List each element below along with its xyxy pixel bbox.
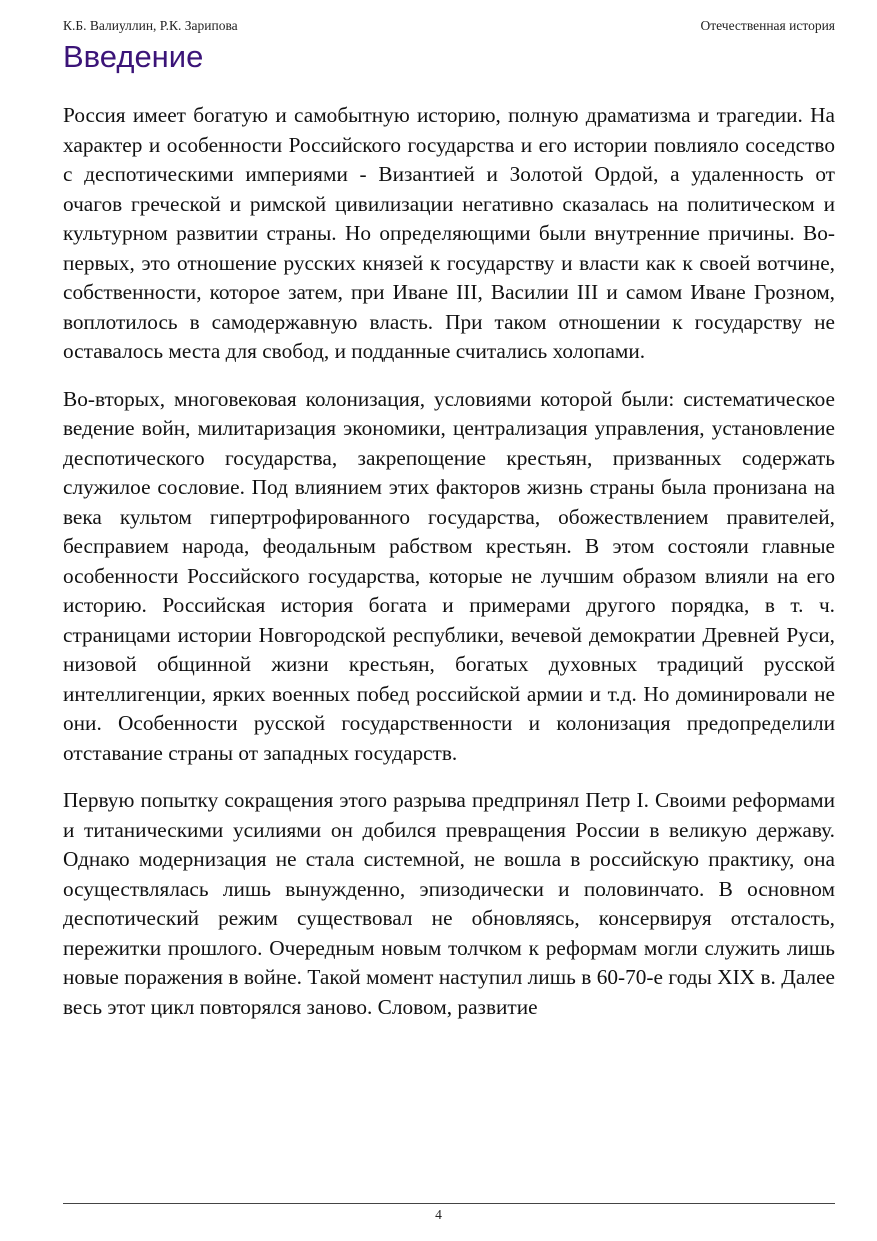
running-header (63, 17, 835, 35)
body-text (63, 101, 835, 1189)
paragraph-1: Россия имеет богатую и самобытную историю, полную драматизма и трагедии. На характер и особенности Российского государства и его истории повлияло соседство с деспотическими империями - Византией и Золотой Ордой, а удаленность от очагов греческой и римской цивилизации негативно сказалась на политическом и культурном развитии страны. Но определяющими были внутренние причины. Во-первых, это отношение русских князей к государству и власти как к своей вотчине, собственности, которое затем, при Иване III, Василии III и самом Иване Грозном, воплотилось в самодержавную власть. При таком отношении к государству не оставалось места для свобод, и подданные считались холопами. (63, 103, 835, 363)
header-course-title: Отечественная история (700, 18, 835, 33)
page-number: 4 (435, 1207, 442, 1222)
paragraph-3: Первую попытку сокращения этого разрыва предпринял Петр I. Своими реформами и титаническими усилиями он добился превращения России в великую державу. Однако модернизация не стала системной, не вошла в российскую практику, она осуществлялась лишь вынужденно, эпизодически и половинчато. В основном деспотический режим существовал не обновляясь, консервируя отсталость, пережитки прошлого. Очередным новым толчком к реформам могли служить лишь новые поражения в войне. Такой момент наступил лишь в 60-70-е годы XIX в. Далее весь этот цикл повторялся заново. Словом, развитие (63, 788, 835, 1019)
chapter-title: Введение (63, 39, 204, 74)
footer-divider (63, 1203, 835, 1204)
header-authors: К.Б. Валиуллин, Р.К. Зарипова (63, 18, 238, 33)
paragraph-2: Во-вторых, многовековая колонизация, условиями которой были: систематическое ведение войн, милитаризация экономики, централизация управления, установление деспотического государства, закрепощение крестьян, призванных содержать служилое сословие. Под влиянием этих факторов жизнь страны была пронизана на века культом гипертрофированного государства, обожествлением правителей, бесправием народа, феодальным рабством крестьян. В этом состояли главные особенности Российского государства, которые не лучшим образом влияли на его историю. Российская история богата и примерами другого порядка, в т. ч. страницами истории Новгородской республики, вечевой демократии Древней Руси, низовой общинной жизни крестьян, богатых духовных традиций русской интеллигенции, ярких военных побед российской армии и т.д. Но доминировали не они. Особенности русской государственности и колонизация предопределили отставание страны от западных государств. (63, 386, 835, 765)
